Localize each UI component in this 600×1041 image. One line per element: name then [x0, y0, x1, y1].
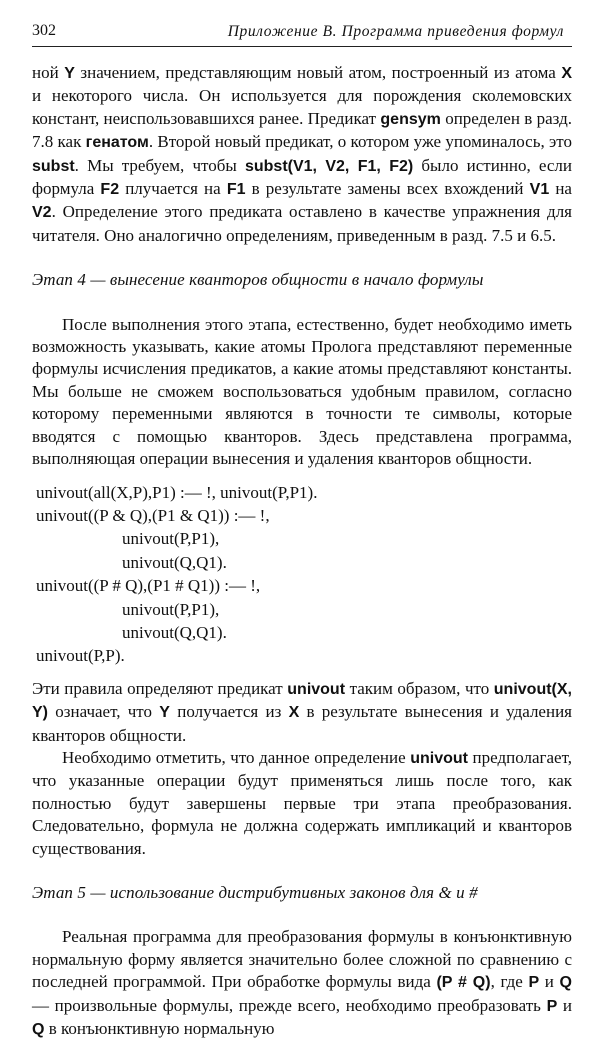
page-number: 302 — [32, 22, 56, 39]
paragraph-gensym-subst: ной Y значением, представляющим новый атом, построенный из атома X и некоторого числа. Он используется для порождения сколемовских констант, неиспользовавшихся ранее. Предикат gensym определен в разд. 7.8 как генатом. Второй новый предикат, о котором уже упоминалось, это subst. Мы требуем, чтобы subst(V1, V2, F1, F2) было истинно, если формула F2 плучается на F1 в результате замены всех вхождений V1 на V2. Определение этого предиката оставлено в качестве упражнения для читателя. Оно аналогично определениям, приведенным в разд. 7.5 и 6.5. — [32, 63, 573, 245]
univout-definition-paragraph: Эти правила определяют предикат univout таким образом, что univout(X, Y) означает, что Y получается из X в результате вынесения и удаления кванторов общности. — [32, 678, 572, 745]
stage4-paragraph: После выполнения этого этапа, естественно, будет необходимо иметь возможность указывать, какие атомы Пролога представляют переменные формулы исчисления предикатов, а какие атомы представляют константы. Мы больше не сможем воспользоваться удобным правилом, согласно которому переменными являются в точности те символы, которые вводятся с помощью кванторов. Здесь представлена программа, выполняющая операции вынесения и удаления кванторов общности. — [32, 314, 572, 469]
stage4-heading: Этап 4 — вынесение кванторов общности в начало формулы — [32, 270, 484, 290]
code-line: univout((P # Q),(P1 # Q1)) :— !, — [36, 576, 261, 596]
code-line: univout(P,P1), — [122, 529, 220, 549]
univout-note-paragraph: Необходимо отметить, что данное определение univout предполагает, что указанные операции будут применяться лишь после того, как полностью будут завершены первые три этапа преобразования. Следовательно, формула не должна содержать импликаций и кванторов существования. — [32, 747, 572, 858]
code-line: univout(all(X,P),P1) :— !, univout(P,P1). — [36, 482, 318, 502]
stage5-heading: Этап 5 — использование дистрибутивных законов для & и # — [32, 883, 478, 902]
running-title: Приложение В. Программа приведения формул — [227, 23, 564, 40]
code-line: univout(Q,Q1). — [122, 622, 227, 642]
code-line: univout(P,P1), — [122, 599, 220, 619]
code-line: univout(Q,Q1). — [122, 552, 227, 572]
stage5-paragraph: Реальная программа для преобразования формулы в конъюнктивную нормальную форму является значительно более сложной по сравнению с последней программой. При обработке формулы вида (P # Q), где P и Q — произвольные формулы, прежде всего, необходимо преобразовать P и Q в конъюнктивную нормальную — [32, 927, 572, 1039]
page-body — [32, 62, 572, 1041]
code-line: univout(P,P). — [36, 646, 125, 666]
page-header — [32, 22, 572, 47]
prolog-code-block — [32, 481, 572, 668]
code-line: univout((P & Q),(P1 & Q1)) :— !, — [36, 505, 270, 525]
